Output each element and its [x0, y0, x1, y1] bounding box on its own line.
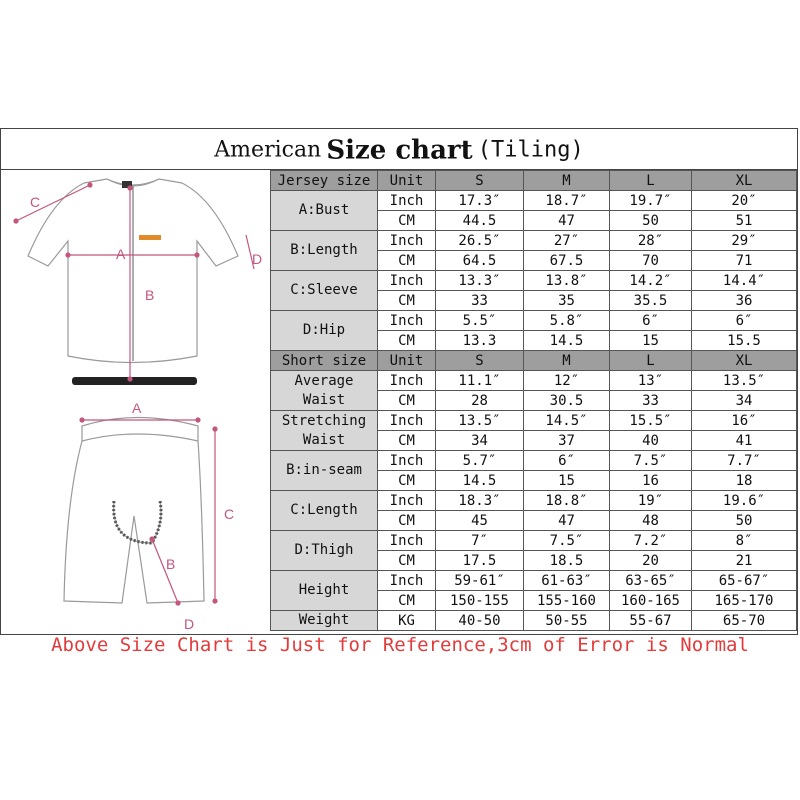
value-cell: 50: [610, 211, 692, 231]
unit-cell: CM: [378, 331, 436, 351]
value-cell: 67.5: [524, 251, 610, 271]
unit-cell: CM: [378, 471, 436, 491]
jersey-drawing: [28, 179, 238, 363]
table-row: [271, 311, 797, 331]
value-cell: 19″: [610, 491, 692, 511]
short-size-header: Short size: [271, 351, 378, 371]
jersey-size-header: Jersey size: [271, 171, 378, 191]
unit-header: Unit: [378, 351, 436, 371]
table-row: [271, 191, 797, 211]
value-cell: 15: [524, 471, 610, 491]
row-label-line2: Waist: [302, 391, 346, 408]
value-cell: 30.5: [524, 391, 610, 411]
unit-cell: CM: [378, 391, 436, 411]
size-table: [270, 170, 797, 631]
value-cell: 34: [436, 431, 524, 451]
unit-cell: Inch: [378, 451, 436, 471]
value-cell: 20″: [692, 191, 797, 211]
unit-cell: Inch: [378, 271, 436, 291]
unit-cell: CM: [378, 511, 436, 531]
size-l-header: L: [610, 351, 692, 371]
value-cell: 18.5: [524, 551, 610, 571]
size-xl-header: XL: [692, 351, 797, 371]
jersey-label-a: A: [116, 246, 126, 262]
value-cell: 5.7″: [436, 451, 524, 471]
table-row: [271, 231, 797, 251]
value-cell: 6″: [610, 311, 692, 331]
table-row: [271, 271, 797, 291]
unit-cell: Inch: [378, 371, 436, 391]
value-cell: 27″: [524, 231, 610, 251]
value-cell: 14.2″: [610, 271, 692, 291]
value-cell: 64.5: [436, 251, 524, 271]
shorts-label-d: D: [184, 616, 195, 632]
value-cell: 33: [610, 391, 692, 411]
row-label-bust: A:Bust: [271, 191, 378, 231]
value-cell: 7.5″: [524, 531, 610, 551]
unit-cell: CM: [378, 431, 436, 451]
value-cell: 28″: [610, 231, 692, 251]
unit-cell: Inch: [378, 531, 436, 551]
value-cell: 18.3″: [436, 491, 524, 511]
value-cell: 40: [610, 431, 692, 451]
value-cell: 18.8″: [524, 491, 610, 511]
row-label-height: Height: [271, 571, 378, 611]
row-label-line1: Stretching: [281, 412, 367, 429]
value-cell: 55-67: [610, 611, 692, 631]
jersey-label-d: D: [252, 251, 263, 267]
jersey-label-b: B: [145, 287, 155, 303]
value-cell: 61-63″: [524, 571, 610, 591]
table-row: [271, 451, 797, 471]
jersey-logo-chest: [139, 235, 161, 240]
value-cell: 50: [692, 511, 797, 531]
row-label-short-length: C:Length: [271, 491, 378, 531]
table-row: [271, 371, 797, 391]
value-cell: 14.4″: [692, 271, 797, 291]
value-cell: 160-165: [610, 591, 692, 611]
value-cell: 15: [610, 331, 692, 351]
value-cell: 6″: [692, 311, 797, 331]
row-label-in-seam: B:in-seam: [271, 451, 378, 491]
value-cell: 19.7″: [610, 191, 692, 211]
value-cell: 41: [692, 431, 797, 451]
value-cell: 51: [692, 211, 797, 231]
table-row: [271, 611, 797, 631]
value-cell: 37: [524, 431, 610, 451]
size-xl-header: XL: [692, 171, 797, 191]
value-cell: 50-55: [524, 611, 610, 631]
value-cell: 11.1″: [436, 371, 524, 391]
value-cell: 14.5: [524, 331, 610, 351]
shorts-drawing: [64, 418, 204, 604]
value-cell: 15.5″: [610, 411, 692, 431]
value-cell: 65-70: [692, 611, 797, 631]
row-label-stretching-waist: [271, 411, 378, 451]
value-cell: 35.5: [610, 291, 692, 311]
value-cell: 13″: [610, 371, 692, 391]
unit-cell: Inch: [378, 411, 436, 431]
unit-cell: CM: [378, 591, 436, 611]
row-label-hip: D:Hip: [271, 311, 378, 351]
value-cell: 155-160: [524, 591, 610, 611]
value-cell: 150-155: [436, 591, 524, 611]
unit-cell: CM: [378, 211, 436, 231]
size-l-header: L: [610, 171, 692, 191]
table-row: [271, 571, 797, 591]
table-row: [271, 411, 797, 431]
value-cell: 12″: [524, 371, 610, 391]
shorts-label-a: A: [132, 400, 142, 416]
value-cell: 13.8″: [524, 271, 610, 291]
value-cell: 7.7″: [692, 451, 797, 471]
unit-cell: Inch: [378, 231, 436, 251]
value-cell: 18.7″: [524, 191, 610, 211]
value-cell: 7.2″: [610, 531, 692, 551]
value-cell: 7.5″: [610, 451, 692, 471]
value-cell: 44.5: [436, 211, 524, 231]
unit-header: Unit: [378, 171, 436, 191]
unit-cell: CM: [378, 291, 436, 311]
value-cell: 33: [436, 291, 524, 311]
value-cell: 47: [524, 511, 610, 531]
jersey-hem-band: [72, 377, 197, 385]
row-label-sleeve: C:Sleeve: [271, 271, 378, 311]
value-cell: 13.5″: [692, 371, 797, 391]
unit-cell: KG: [378, 611, 436, 631]
title-main: Size chart: [326, 135, 473, 166]
value-cell: 14.5″: [524, 411, 610, 431]
value-cell: 47: [524, 211, 610, 231]
value-cell: 5.5″: [436, 311, 524, 331]
value-cell: 13.3: [436, 331, 524, 351]
title-suffix: (Tiling): [477, 137, 584, 163]
value-cell: 65-67″: [692, 571, 797, 591]
row-label-line1: Average: [294, 372, 354, 389]
row-label-weight: Weight: [271, 611, 378, 631]
shorts-label-b: B: [166, 556, 176, 572]
short-header-row: [271, 351, 797, 371]
value-cell: 16″: [692, 411, 797, 431]
unit-cell: Inch: [378, 191, 436, 211]
shorts-label-c: C: [224, 506, 235, 522]
value-cell: 59-61″: [436, 571, 524, 591]
value-cell: 7″: [436, 531, 524, 551]
size-m-header: M: [524, 351, 610, 371]
value-cell: 20: [610, 551, 692, 571]
value-cell: 8″: [692, 531, 797, 551]
disclaimer-note: Above Size Chart is Just for Reference,3cm of Error is Normal: [51, 634, 749, 656]
title-prefix: American: [214, 137, 322, 163]
row-label-line2: Waist: [302, 431, 346, 448]
table-row: [271, 531, 797, 551]
value-cell: 36: [692, 291, 797, 311]
row-label-thigh: D:Thigh: [271, 531, 378, 571]
value-cell: 35: [524, 291, 610, 311]
row-label-length: B:Length: [271, 231, 378, 271]
value-cell: 63-65″: [610, 571, 692, 591]
value-cell: 5.8″: [524, 311, 610, 331]
value-cell: 70: [610, 251, 692, 271]
value-cell: 14.5: [436, 471, 524, 491]
table-row: [271, 491, 797, 511]
value-cell: 28: [436, 391, 524, 411]
value-cell: 45: [436, 511, 524, 531]
value-cell: 18: [692, 471, 797, 491]
value-cell: 6″: [524, 451, 610, 471]
value-cell: 13.5″: [436, 411, 524, 431]
value-cell: 15.5: [692, 331, 797, 351]
value-cell: 26.5″: [436, 231, 524, 251]
value-cell: 19.6″: [692, 491, 797, 511]
value-cell: 21: [692, 551, 797, 571]
page-title: [0, 128, 798, 170]
value-cell: 13.3″: [436, 271, 524, 291]
value-cell: 165-170: [692, 591, 797, 611]
unit-cell: Inch: [378, 571, 436, 591]
size-s-header: S: [436, 351, 524, 371]
garment-diagram: [2, 171, 270, 634]
jersey-label-c: C: [30, 194, 41, 210]
value-cell: 17.5: [436, 551, 524, 571]
unit-cell: CM: [378, 551, 436, 571]
size-m-header: M: [524, 171, 610, 191]
value-cell: 48: [610, 511, 692, 531]
row-label-average-waist: [271, 371, 378, 411]
value-cell: 16: [610, 471, 692, 491]
jersey-header-row: [271, 171, 797, 191]
value-cell: 17.3″: [436, 191, 524, 211]
value-cell: 29″: [692, 231, 797, 251]
value-cell: 40-50: [436, 611, 524, 631]
size-s-header: S: [436, 171, 524, 191]
value-cell: 71: [692, 251, 797, 271]
unit-cell: Inch: [378, 491, 436, 511]
unit-cell: Inch: [378, 311, 436, 331]
value-cell: 34: [692, 391, 797, 411]
unit-cell: CM: [378, 251, 436, 271]
jersey-measure-lines: [14, 183, 254, 381]
